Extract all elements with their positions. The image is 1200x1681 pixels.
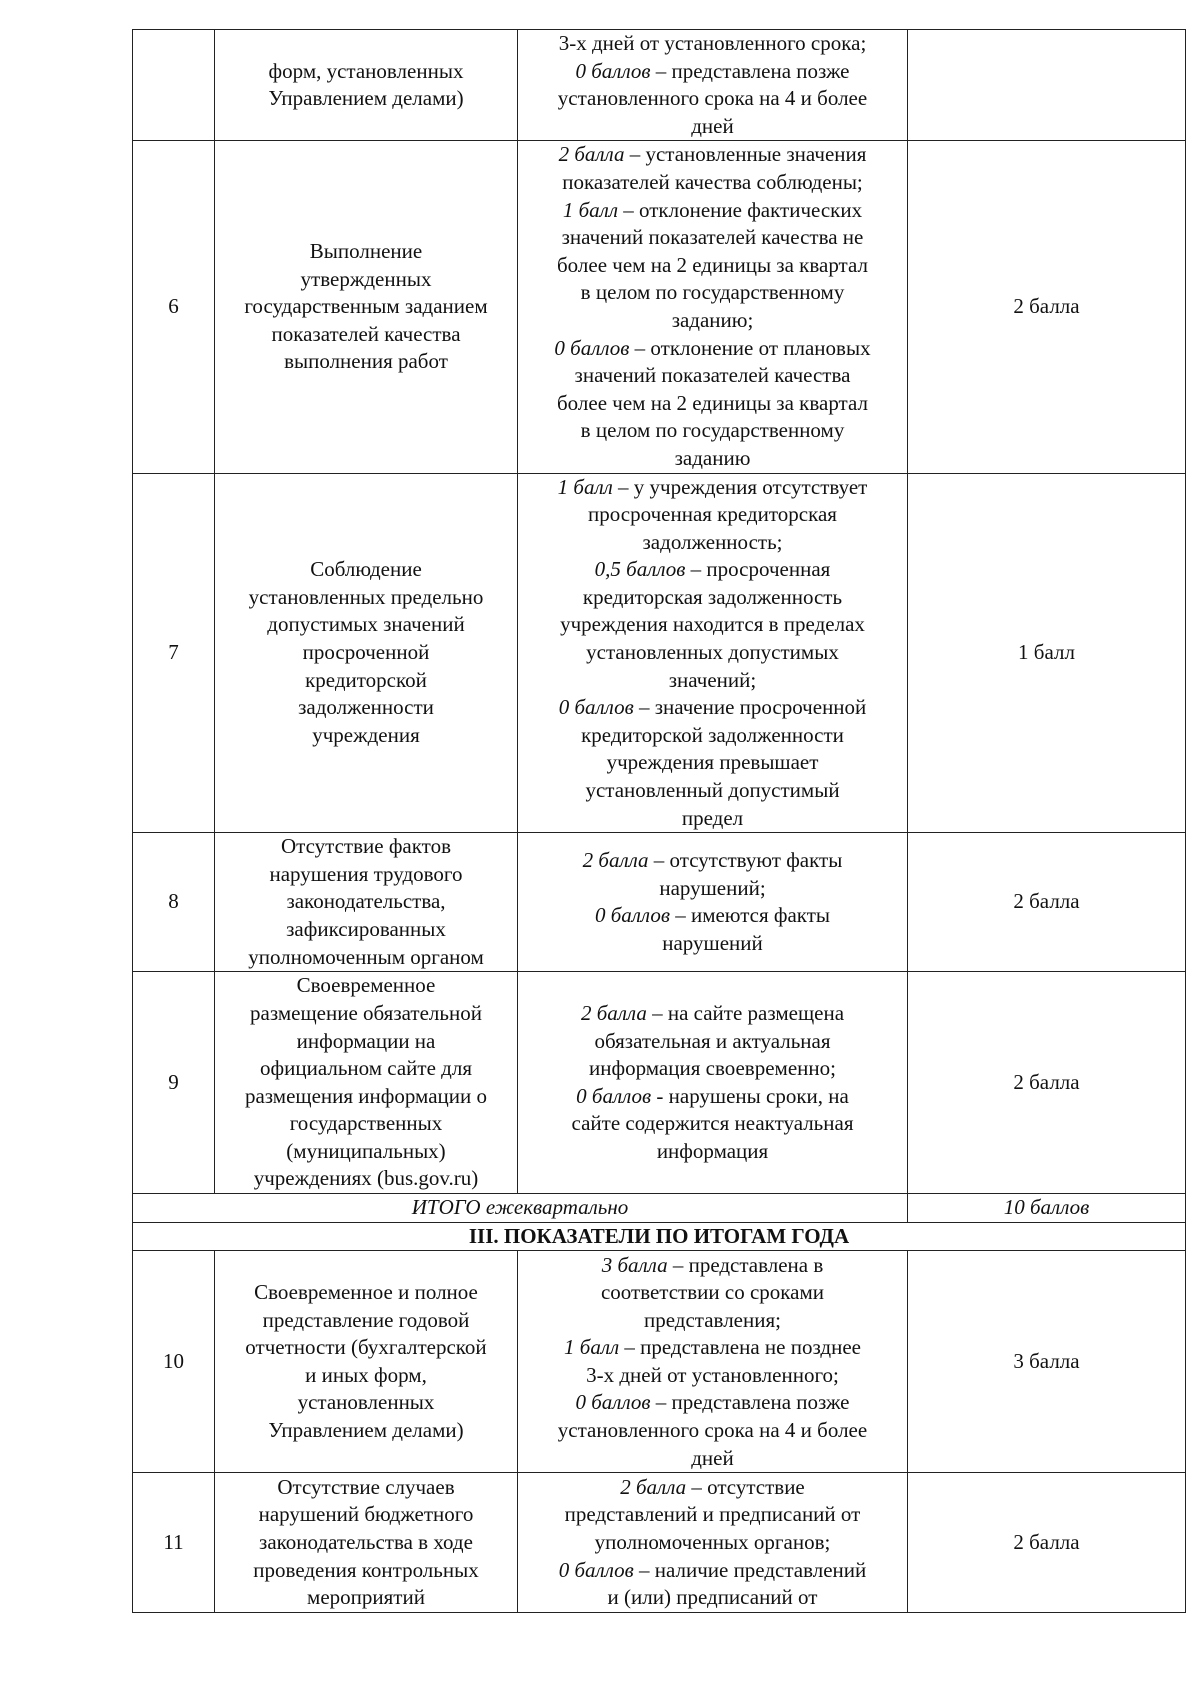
max-score-cell bbox=[908, 30, 1186, 141]
description-line: заданию bbox=[674, 445, 751, 470]
text-line: Отсутствие случаев bbox=[277, 1474, 455, 1499]
description-line: задолженность; bbox=[642, 529, 783, 554]
text-line: установленных bbox=[297, 1390, 435, 1415]
text-line: отчетности (бухгалтерской bbox=[245, 1335, 487, 1360]
text-line: просроченной bbox=[302, 640, 430, 665]
text-line: информации на bbox=[296, 1028, 436, 1053]
description-line: учреждения превышает bbox=[606, 750, 819, 775]
row-number-cell bbox=[133, 30, 215, 141]
description-line: 2 балла – отсутствие bbox=[620, 1474, 805, 1499]
criterion-cell bbox=[215, 141, 518, 473]
text-line: и иных форм, bbox=[305, 1362, 427, 1387]
text-line: форм, установленных bbox=[268, 58, 464, 83]
score-label: 0 баллов bbox=[554, 335, 630, 360]
description-line: информация bbox=[656, 1138, 769, 1163]
description-line: заданию; bbox=[671, 307, 754, 332]
text-line: Отсутствие фактов bbox=[281, 834, 451, 859]
description-line: нарушений; bbox=[659, 875, 766, 900]
score-label: 0 баллов bbox=[576, 1083, 652, 1108]
text-line: Выполнение bbox=[309, 238, 423, 263]
description-line: дней bbox=[691, 113, 734, 138]
table-row-7 bbox=[133, 473, 1186, 833]
text-line: утвержденных bbox=[300, 266, 432, 291]
description-line: в целом по государственному bbox=[580, 418, 845, 443]
text-line: государственных bbox=[289, 1111, 443, 1136]
description-line: 2 балла – отсутствуют факты bbox=[582, 848, 843, 873]
text-line: законодательства, bbox=[286, 889, 446, 914]
score-label: 0 баллов bbox=[558, 1557, 634, 1582]
score-label: 2 балла bbox=[582, 848, 649, 873]
text-line: уполномоченным органом bbox=[248, 944, 484, 969]
score-label: 0 баллов bbox=[594, 903, 670, 928]
description-line: значений; bbox=[668, 667, 757, 692]
description-line: учреждения находится в пределах bbox=[560, 612, 865, 637]
description-line: значений показателей качества bbox=[574, 363, 851, 388]
description-line: 3 балла – представлена в bbox=[601, 1252, 824, 1277]
max-score-cell: 2 балла bbox=[908, 833, 1186, 972]
description-line: 1 балл – у учреждения отсутствует bbox=[557, 474, 868, 499]
score-label: 0 баллов bbox=[575, 1390, 651, 1415]
score-label: 0 баллов bbox=[558, 695, 634, 720]
score-label: 1 балл bbox=[557, 474, 613, 499]
section-header-row bbox=[133, 1222, 1186, 1251]
description-line: более чем на 2 единицы за квартал bbox=[557, 252, 868, 277]
description-line: 0,5 баллов – просроченная bbox=[594, 557, 831, 582]
description-line: 0 баллов - нарушены сроки, на bbox=[576, 1083, 849, 1108]
description-line: 2 балла – на сайте размещена bbox=[580, 1000, 845, 1025]
row-number-cell: 8 bbox=[133, 833, 215, 972]
scoring-description-cell bbox=[518, 972, 908, 1194]
row-number-cell: 11 bbox=[133, 1473, 215, 1613]
text-line: размещение обязательной bbox=[250, 1000, 482, 1025]
description-line: соответствии со сроками bbox=[600, 1280, 825, 1305]
score-label: 0,5 баллов bbox=[594, 557, 686, 582]
text-line: выполнения работ bbox=[284, 349, 448, 374]
text-line: размещения информации о bbox=[244, 1083, 487, 1108]
description-line: 3-х дней от установленного срока; bbox=[558, 31, 867, 55]
text-line: представление годовой bbox=[262, 1307, 470, 1332]
scoring-description-cell bbox=[518, 833, 908, 972]
description-line: нарушений bbox=[662, 930, 763, 955]
text-line: задолженности bbox=[298, 695, 434, 720]
row-number-cell: 10 bbox=[133, 1251, 215, 1473]
score-label: 3 балла bbox=[601, 1252, 668, 1277]
description-line: 2 балла – установленные значения bbox=[558, 142, 867, 167]
max-score-cell: 3 балла bbox=[908, 1251, 1186, 1473]
text-line: учреждениях (bus.gov.ru) bbox=[253, 1166, 479, 1191]
text-line: допустимых значений bbox=[267, 612, 465, 637]
max-score-cell: 2 балла bbox=[908, 972, 1186, 1194]
table-row-11 bbox=[133, 1473, 1186, 1613]
description-line: в целом по государственному bbox=[580, 280, 845, 305]
text-line: государственным заданием bbox=[244, 294, 488, 319]
text-line: учреждения bbox=[312, 722, 420, 747]
description-line: кредиторской задолженности bbox=[581, 722, 844, 747]
description-line: 1 балл – представлена не позднее bbox=[564, 1335, 861, 1360]
score-label: 0 баллов bbox=[575, 58, 651, 83]
description-line: 0 баллов – наличие представлений bbox=[558, 1557, 867, 1582]
description-line: обязательная и актуальная bbox=[594, 1028, 831, 1053]
score-label: 1 балл bbox=[562, 197, 618, 222]
score-label: 2 балла bbox=[558, 142, 625, 167]
criterion-cell bbox=[215, 972, 518, 1194]
text-line: нарушений бюджетного bbox=[258, 1502, 474, 1527]
description-line: значений показателей качества не bbox=[561, 225, 864, 250]
text-line: (муниципальных) bbox=[286, 1138, 446, 1163]
criteria-table bbox=[132, 29, 1186, 1613]
criterion-cell bbox=[215, 1473, 518, 1613]
score-label: 1 балл bbox=[564, 1335, 620, 1360]
max-score-cell: 2 балла bbox=[908, 1473, 1186, 1613]
total-label: ИТОГО ежеквартально bbox=[133, 1194, 908, 1223]
row-number-cell: 7 bbox=[133, 473, 215, 833]
text-line: мероприятий bbox=[307, 1585, 425, 1610]
table-row-10 bbox=[133, 1251, 1186, 1473]
description-line: показателей качества соблюдены; bbox=[562, 169, 863, 194]
description-line: и (или) предписаний от bbox=[607, 1585, 818, 1610]
row-number-cell: 9 bbox=[133, 972, 215, 1194]
text-line: законодательства в ходе bbox=[259, 1530, 473, 1555]
score-label: 2 балла bbox=[580, 1000, 647, 1025]
table-row-6 bbox=[133, 141, 1186, 473]
text-line: Соблюдение bbox=[310, 557, 422, 582]
text-line: показателей качества bbox=[271, 321, 461, 346]
description-line: 0 баллов – отклонение от плановых bbox=[554, 335, 871, 360]
scoring-description-cell bbox=[518, 30, 908, 141]
description-line: уполномоченных органов; bbox=[594, 1530, 831, 1555]
description-line: 0 баллов – представлена позже bbox=[575, 58, 850, 83]
criterion-cell bbox=[215, 833, 518, 972]
description-line: 1 балл – отклонение фактических bbox=[562, 197, 863, 222]
description-line: 0 баллов – представлена позже bbox=[575, 1390, 850, 1415]
text-line: Своевременное и полное bbox=[254, 1280, 478, 1305]
table-row-9 bbox=[133, 972, 1186, 1194]
description-line: кредиторская задолженность bbox=[582, 584, 843, 609]
max-score-cell: 2 балла bbox=[908, 141, 1186, 473]
description-line: 3-х дней от установленного; bbox=[586, 1362, 839, 1387]
max-score-cell: 1 балл bbox=[908, 473, 1186, 833]
score-label: 2 балла bbox=[620, 1474, 687, 1499]
description-line: установленных допустимых bbox=[586, 640, 839, 665]
description-line: установленного срока на 4 и более bbox=[557, 1418, 868, 1443]
scoring-description-cell bbox=[518, 1473, 908, 1613]
total-row bbox=[133, 1194, 1186, 1223]
description-line: более чем на 2 единицы за квартал bbox=[557, 390, 868, 415]
criterion-cell bbox=[215, 473, 518, 833]
description-line: 0 баллов – значение просроченной bbox=[558, 695, 867, 720]
description-line: предел bbox=[681, 805, 744, 830]
text-line: установленных предельно bbox=[248, 584, 484, 609]
description-line: установленного срока на 4 и более bbox=[557, 86, 868, 111]
text-line: кредиторской bbox=[305, 667, 427, 692]
table-row-5-continued bbox=[133, 30, 1186, 141]
table-row-8 bbox=[133, 833, 1186, 972]
description-line: представления; bbox=[644, 1307, 781, 1332]
text-line: официальном сайте для bbox=[260, 1056, 472, 1081]
scoring-description-cell bbox=[518, 473, 908, 833]
total-value: 10 баллов bbox=[908, 1194, 1186, 1223]
description-line: информация своевременно; bbox=[589, 1056, 836, 1081]
text-line: зафиксированных bbox=[286, 917, 446, 941]
description-line: просроченная кредиторская bbox=[588, 502, 837, 527]
scoring-description-cell bbox=[518, 1251, 908, 1473]
row-number-cell: 6 bbox=[133, 141, 215, 473]
text-line: Своевременное bbox=[296, 973, 436, 998]
description-line: дней bbox=[691, 1445, 734, 1470]
text-line: Управлением делами) bbox=[268, 86, 464, 111]
section-title: III. ПОКАЗАТЕЛИ ПО ИТОГАМ ГОДА bbox=[133, 1222, 1186, 1251]
scoring-description-cell bbox=[518, 141, 908, 473]
description-line: представлений и предписаний от bbox=[564, 1502, 861, 1527]
criterion-cell bbox=[215, 30, 518, 141]
description-line: 0 баллов – имеются факты bbox=[594, 903, 831, 928]
text-line: проведения контрольных bbox=[253, 1557, 479, 1582]
description-line: сайте содержится неактуальная bbox=[571, 1111, 854, 1136]
text-line: Управлением делами) bbox=[268, 1418, 464, 1443]
description-line: установленный допустимый bbox=[585, 778, 840, 803]
criterion-cell bbox=[215, 1251, 518, 1473]
text-line: нарушения трудового bbox=[269, 861, 463, 886]
